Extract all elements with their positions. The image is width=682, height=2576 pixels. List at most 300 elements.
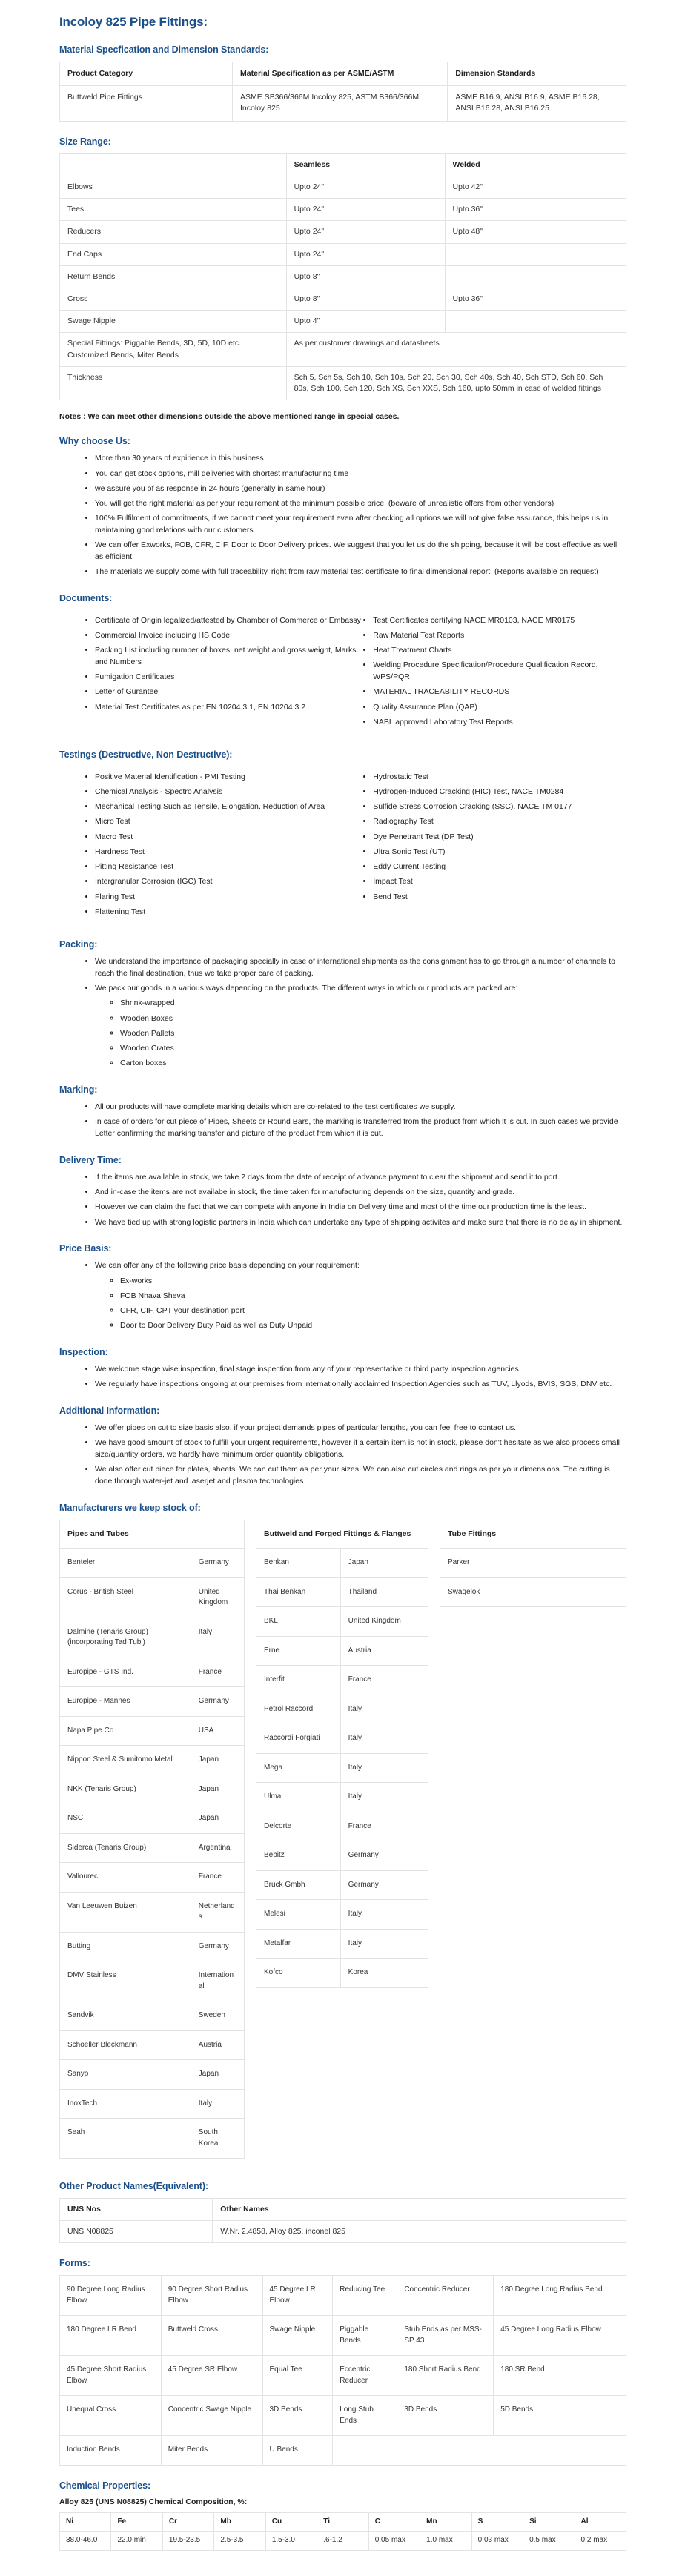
- table-cell: France: [340, 1666, 428, 1695]
- table-cell: 1.5-3.0: [265, 2532, 317, 2551]
- table-cell: [445, 311, 626, 333]
- table-cell: Return Bends: [60, 265, 287, 288]
- list-item: • MATERIAL TRACEABILITY RECORDS: [373, 686, 626, 698]
- table-cell: Bebitz: [256, 1841, 341, 1871]
- packing-list: [59, 956, 626, 995]
- tube-fittings-table: [440, 1520, 626, 1607]
- list-item: • Hydrostatic Test: [373, 772, 626, 784]
- table-cell: Concentric Reducer: [397, 2276, 494, 2316]
- list-item: • However we can claim the fact that we can compete with anyone in India on Delivery time and most of the time our production time is the least.: [95, 1202, 626, 1213]
- table-cell: 45 Degree SR Elbow: [161, 2356, 262, 2396]
- list-item: • Sulfide Stress Corrosion Cracking (SSC), NACE TM 0177: [373, 801, 626, 813]
- table-row: [60, 1863, 245, 1893]
- documents-left-list: [59, 612, 362, 732]
- table-row: [60, 2001, 245, 2031]
- list-item: ◦ Carton boxes: [120, 1058, 626, 1070]
- table-cell: Italy: [340, 1783, 428, 1812]
- table-cell: Italy: [340, 1724, 428, 1754]
- table-cell: Siderca (Tenaris Group): [60, 1833, 191, 1863]
- table-cell: Europipe - Mannes: [60, 1687, 191, 1717]
- table-cell: Japan: [191, 1775, 244, 1804]
- forms-table: [59, 2275, 626, 2466]
- table-row: [256, 1636, 428, 1666]
- table-cell: 3D Bends: [397, 2396, 494, 2436]
- column-header: Mb: [214, 2512, 265, 2532]
- table-row: [60, 1932, 245, 1961]
- testings-left-list: [59, 768, 362, 921]
- table-row: [256, 1812, 428, 1841]
- testings-columns: [59, 766, 626, 924]
- table-row: [440, 1577, 626, 1607]
- table-row: [60, 2060, 245, 2090]
- table-row: [60, 2119, 245, 2159]
- list-item: • Flattening Test: [95, 907, 362, 918]
- table-cell: Tees: [60, 199, 287, 221]
- table-cell: Nippon Steel & Sumitomo Metal: [60, 1746, 191, 1775]
- table-cell: W.Nr. 2.4858, Alloy 825, inconel 825: [213, 2221, 626, 2243]
- table-cell: Van Leeuwen Buizen: [60, 1892, 191, 1932]
- table-cell: International: [191, 1961, 244, 2001]
- list-item: • We also offer cut piece for plates, sheets. We can cut them as per your sizes. We can also cut circles and rings as per your dimensions. The cutting is done through water-jet and laserjet and plasma technologies.: [95, 1464, 626, 1488]
- table-cell: Schoeller Bleckmann: [60, 2030, 191, 2060]
- table-cell: Metalfar: [256, 1929, 341, 1959]
- table-cell: NSC: [60, 1804, 191, 1834]
- section-heading-manufacturers: Manufacturers we keep stock of:: [59, 1502, 201, 1513]
- table-cell: 0.2 max: [575, 2532, 626, 2551]
- list-item: • We can offer any of the following price basis depending on your requirement:: [95, 1260, 626, 1272]
- table-cell: Eccentric Reducer: [333, 2356, 397, 2396]
- document-page: [59, 15, 626, 2551]
- list-item: • Micro Test: [95, 816, 362, 828]
- table-cell: U Bends: [262, 2436, 333, 2466]
- table-cell: Butting: [60, 1932, 191, 1961]
- list-item: ◦ Wooden Boxes: [120, 1013, 626, 1025]
- list-item: • We welcome stage wise inspection, final stage inspection from any of your representative or third party inspection agencies.: [95, 1364, 626, 1376]
- table-cell: Austria: [340, 1636, 428, 1666]
- table-cell: Stub Ends as per MSS-SP 43: [397, 2316, 494, 2356]
- table-row: [60, 2356, 626, 2396]
- table-cell: End Caps: [60, 243, 287, 265]
- table-cell: 180 Degree LR Bend: [60, 2316, 162, 2356]
- table-cell: Long Stub Ends: [333, 2396, 397, 2436]
- table-cell: 38.0-46.0: [60, 2532, 111, 2551]
- table-cell: Netherlands: [191, 1892, 244, 1932]
- table-cell: France: [191, 1863, 244, 1893]
- section-heading-forms: Forms:: [59, 2258, 90, 2269]
- page-title: Incoloy 825 Pipe Fittings:: [59, 15, 208, 29]
- list-item: • Mechanical Testing Such as Tensile, Elongation, Reduction of Area: [95, 801, 362, 813]
- equivalent-names-table: [59, 2198, 626, 2243]
- column-header: Cr: [162, 2512, 213, 2532]
- table-row: [256, 1841, 428, 1871]
- table-cell: Parker: [440, 1549, 626, 1578]
- table-cell: Italy: [340, 1900, 428, 1930]
- table-cell: Sandvik: [60, 2001, 191, 2031]
- table-row: [60, 1618, 245, 1658]
- list-item: • All our products will have complete marking details which are co-related to the test certificates we supply.: [95, 1102, 626, 1113]
- table-cell: Miter Bends: [161, 2436, 262, 2466]
- table-cell: Swage Nipple: [262, 2316, 333, 2356]
- table-cell: 180 Short Radius Bend: [397, 2356, 494, 2396]
- list-item: • Hydrogen-Induced Cracking (HIC) Test, NACE TM0284: [373, 787, 626, 798]
- column-header: [60, 153, 287, 176]
- list-item: • Raw Material Test Reports: [373, 630, 626, 642]
- list-item: • We regularly have inspections ongoing at our premises from internationally acclaimed Inspection Agencies such as TUV, Llyods, BVIS, SGS, DNV etc.: [95, 1379, 626, 1391]
- section-heading-additional-information: Additional Information:: [59, 1405, 160, 1417]
- table-cell: DMV Stainless: [60, 1961, 191, 2001]
- column-header: Product Category: [60, 62, 233, 86]
- list-item: • We have tied up with strong logistic partners in India which can undertake any type of shipping activites and make sure that there is no delay in shipment.: [95, 1217, 626, 1229]
- table-cell: Italy: [191, 2089, 244, 2119]
- table-cell: Benteler: [60, 1549, 191, 1578]
- table-row: [60, 221, 626, 243]
- table-title: Buttweld and Forged Fittings & Flanges: [256, 1520, 428, 1548]
- list-item: • We can offer Exworks, FOB, CFR, CIF, Door to Door Delivery prices. We suggest that you let us do the shipping, because it will be cost effective as well as efficient: [95, 540, 626, 563]
- list-item: ◦ FOB Nhava Sheva: [120, 1291, 626, 1302]
- table-row: [256, 1549, 428, 1578]
- table-row: [256, 1666, 428, 1695]
- table-cell: Swagelok: [440, 1577, 626, 1607]
- list-item: • NABL approved Laboratory Test Reports: [373, 717, 626, 729]
- table-row: [60, 2089, 245, 2119]
- column-header: Ni: [60, 2512, 111, 2532]
- table-cell: 22.0 min: [111, 2532, 162, 2551]
- list-item: ◦ Ex-works: [120, 1276, 626, 1288]
- table-cell: Upto 24": [286, 176, 445, 198]
- table-cell: Buttweld Pipe Fittings: [60, 86, 233, 121]
- table-row: [256, 1959, 428, 1988]
- section-heading-why-choose-us: Why choose Us:: [59, 436, 130, 447]
- table-row: [60, 1746, 245, 1775]
- table-cell: Germany: [191, 1687, 244, 1717]
- table-row: [440, 1549, 626, 1578]
- table-cell: Elbows: [60, 176, 287, 198]
- table-cell: Austria: [191, 2030, 244, 2060]
- table-header-row: [60, 1520, 245, 1548]
- table-row: [60, 199, 626, 221]
- table-row: [60, 1961, 245, 2001]
- table-cell: Upto 24": [286, 221, 445, 243]
- table-cell: Argentina: [191, 1833, 244, 1863]
- section-heading-delivery-time: Delivery Time:: [59, 1154, 122, 1165]
- table-row: [60, 1577, 245, 1618]
- list-item: • And in-case the items are not availabe in stock, the time taken for manufacturing depends on the size, quantity and grade.: [95, 1187, 626, 1199]
- marking-list: [59, 1102, 626, 1140]
- table-row: [60, 366, 626, 400]
- table-cell: Upto 42": [445, 176, 626, 198]
- table-row: [256, 1870, 428, 1900]
- list-item: • Commercial Invoice including HS Code: [95, 630, 362, 642]
- column-header: Welded: [445, 153, 626, 176]
- table-cell: Thai Benkan: [256, 1577, 341, 1607]
- column-header: C: [368, 2512, 420, 2532]
- section-heading-material-spec: Material Specfication and Dimension Standards:: [59, 44, 269, 55]
- list-item: • Packing List including number of boxes, net weight and gross weight, Marks and Numbers: [95, 645, 362, 669]
- price-basis-sub-list: [59, 1276, 626, 1333]
- table-cell: Sanyo: [60, 2060, 191, 2090]
- list-item: • More than 30 years of expirience in this business: [95, 453, 626, 465]
- table-title: Pipes and Tubes: [60, 1520, 245, 1548]
- size-range-table: [59, 153, 626, 401]
- table-cell: Swage Nipple: [60, 311, 287, 333]
- table-cell: [333, 2436, 626, 2466]
- table-cell: 180 SR Bend: [494, 2356, 626, 2396]
- table-cell: 0.5 max: [523, 2532, 575, 2551]
- column-header: Other Names: [213, 2199, 626, 2221]
- list-item: • Letter of Gurantee: [95, 686, 362, 698]
- table-cell: Germany: [191, 1932, 244, 1961]
- table-row: [60, 333, 626, 366]
- list-item: • Intergranular Corrosion (IGC) Test: [95, 876, 362, 888]
- column-header: Cu: [265, 2512, 317, 2532]
- table-cell: Induction Bends: [60, 2436, 162, 2466]
- list-item: • Welding Procedure Specification/Procedure Qualification Record, WPS/PQR: [373, 660, 626, 683]
- size-range-note: Notes : We can meet other dimensions outside the above mentioned range in special cases.: [59, 412, 400, 422]
- column-header: S: [471, 2512, 523, 2532]
- table-cell: Seah: [60, 2119, 191, 2159]
- list-item: • Radiography Test: [373, 816, 626, 828]
- table-cell: USA: [191, 1716, 244, 1746]
- list-item: • Quality Assurance Plan (QAP): [373, 702, 626, 714]
- table-row: [256, 1724, 428, 1754]
- list-item: ◦ Wooden Pallets: [120, 1028, 626, 1040]
- table-cell: Germany: [340, 1870, 428, 1900]
- table-cell: Sweden: [191, 2001, 244, 2031]
- table-cell: Corus - British Steel: [60, 1577, 191, 1618]
- table-row: [60, 176, 626, 198]
- section-heading-size-range: Size Range:: [59, 136, 111, 147]
- table-cell: Cross: [60, 288, 287, 310]
- list-item: • Material Test Certificates as per EN 10204 3.1, EN 10204 3.2: [95, 702, 362, 714]
- delivery-time-list: [59, 1172, 626, 1229]
- table-cell: [445, 243, 626, 265]
- table-cell: 19.5-23.5: [162, 2532, 213, 2551]
- table-cell: Erne: [256, 1636, 341, 1666]
- table-header-row: [440, 1520, 626, 1548]
- list-item: • 100% Fulfilment of commitments, if we cannot meet your requirement even after checking all options we will not give false assurance, this helps us in maintaining good relations with our customers: [95, 513, 626, 537]
- table-header-row: [60, 2199, 626, 2221]
- list-item: • We offer pipes on cut to size basis also, if your project demands pipes of particular lengths, you can feel free to contact us.: [95, 1423, 626, 1434]
- table-cell: United Kingdom: [191, 1577, 244, 1618]
- chemical-subtitle: Alloy 825 (UNS N08825) Chemical Composition, %:: [59, 2497, 248, 2506]
- list-item: • Test Certificates certifying NACE MR0103, NACE MR0175: [373, 615, 626, 627]
- table-row: [256, 1753, 428, 1783]
- column-header: Mn: [420, 2512, 471, 2532]
- list-item: • If the items are available in stock, we take 2 days from the date of receipt of advance payment to clear the shipment and send it to port.: [95, 1172, 626, 1184]
- table-cell: 90 Degree Short Radius Elbow: [161, 2276, 262, 2316]
- table-cell: Petrol Raccord: [256, 1695, 341, 1724]
- inspection-list: [59, 1364, 626, 1391]
- table-cell: BKL: [256, 1607, 341, 1637]
- section-heading-inspection: Inspection:: [59, 1347, 108, 1358]
- why-choose-us-list: [59, 453, 626, 578]
- table-cell: Concentric Swage Nipple: [161, 2396, 262, 2436]
- table-cell: 0.03 max: [471, 2532, 523, 2551]
- table-cell: ASME B16.9, ANSI B16.9, ASME B16.28, ANSI B16.28, ANSI B16.25: [448, 86, 626, 121]
- column-header: Seamless: [286, 153, 445, 176]
- table-cell: Germany: [191, 1549, 244, 1578]
- table-cell: Korea: [340, 1959, 428, 1988]
- list-item: • Heat Treatment Charts: [373, 645, 626, 657]
- table-cell: Vallourec: [60, 1863, 191, 1893]
- table-cell: Upto 48": [445, 221, 626, 243]
- column-header: UNS Nos: [60, 2199, 213, 2221]
- table-cell: Japan: [340, 1549, 428, 1578]
- table-row: [60, 86, 626, 121]
- table-row: [60, 2316, 626, 2356]
- list-item: • Eddy Current Testing: [373, 861, 626, 873]
- material-spec-table: [59, 62, 626, 122]
- table-cell: Kofco: [256, 1959, 341, 1988]
- table-cell: .6-1.2: [317, 2532, 368, 2551]
- table-cell: Napa Pipe Co: [60, 1716, 191, 1746]
- chemical-composition-table: [59, 2512, 626, 2551]
- list-item: ◦ Shrink-wrapped: [120, 998, 626, 1010]
- table-cell: Upto 36": [445, 288, 626, 310]
- table-cell: As per customer drawings and datasheets: [286, 333, 626, 366]
- table-cell: 5D Bends: [494, 2396, 626, 2436]
- section-heading-chemical: Chemical Properties:: [59, 2480, 151, 2491]
- list-item: • Certificate of Origin legalized/attested by Chamber of Commerce or Embassy: [95, 615, 362, 627]
- additional-information-list: [59, 1423, 626, 1488]
- table-cell: [445, 265, 626, 288]
- list-item: • We understand the importance of packaging specially in case of international shipments as the consignment has to go through a number of channels to reach the final destination, thus we take proper care of packing.: [95, 956, 626, 980]
- list-item: • Pitting Resistance Test: [95, 861, 362, 873]
- table-row: [60, 2436, 626, 2466]
- table-cell: Mega: [256, 1753, 341, 1783]
- list-item: • We pack our goods in a various ways depending on the products. The different ways in which our products are packed are:: [95, 983, 626, 995]
- table-row: [256, 1607, 428, 1637]
- list-item: • You will get the right material as per your requirement at the minimum possible price, (beware of unrealistic offers from other vendors): [95, 498, 626, 510]
- table-cell: Bruck Gmbh: [256, 1870, 341, 1900]
- list-item: • Bend Test: [373, 892, 626, 904]
- table-cell: Special Fittings: Piggable Bends, 3D, 5D, 10D etc. Customized Bends, Miter Bends: [60, 333, 287, 366]
- column-header: Fe: [111, 2512, 162, 2532]
- table-row: [256, 1929, 428, 1959]
- documents-right-list: [362, 612, 626, 732]
- table-cell: Thailand: [340, 1577, 428, 1607]
- column-header: Material Specification as per ASME/ASTM: [233, 62, 448, 86]
- table-cell: Ulma: [256, 1783, 341, 1812]
- testings-right-list: [362, 768, 626, 921]
- column-header: Dimension Standards: [448, 62, 626, 86]
- table-cell: 45 Degree Long Radius Elbow: [494, 2316, 626, 2356]
- list-item: ◦ Wooden Crates: [120, 1043, 626, 1055]
- table-cell: Italy: [340, 1929, 428, 1959]
- table-cell: Benkan: [256, 1549, 341, 1578]
- table-row: [60, 2276, 626, 2316]
- table-cell: 45 Degree Short Radius Elbow: [60, 2356, 162, 2396]
- table-row: [60, 1775, 245, 1804]
- table-cell: Sch 5, Sch 5s, Sch 10, Sch 10s, Sch 20, Sch 30, Sch 40s, Sch 40, Sch STD, Sch 60, Sch 80s, Sch 100, Sch 120, Sch XS, Sch XXS, Sch 160, upto 50mm in case of welded fittings: [286, 366, 626, 400]
- table-cell: 90 Degree Long Radius Elbow: [60, 2276, 162, 2316]
- table-row: [60, 2221, 626, 2243]
- section-heading-marking: Marking:: [59, 1085, 98, 1096]
- table-cell: Raccordi Forgiati: [256, 1724, 341, 1754]
- table-cell: Germany: [340, 1841, 428, 1871]
- table-cell: Dalmine (Tenaris Group) (incorporating Tad Tubi): [60, 1618, 191, 1658]
- table-row: [60, 311, 626, 333]
- table-cell: 180 Degree Long Radius Bend: [494, 2276, 626, 2316]
- list-item: ◦ Door to Door Delivery Duty Paid as well as Duty Unpaid: [120, 1320, 626, 1332]
- table-cell: 1.0 max: [420, 2532, 471, 2551]
- table-cell: InoxTech: [60, 2089, 191, 2119]
- table-cell: Japan: [191, 2060, 244, 2090]
- table-header-row: [60, 153, 626, 176]
- table-row: [60, 1716, 245, 1746]
- table-cell: France: [191, 1658, 244, 1687]
- table-cell: Upto 24": [286, 199, 445, 221]
- table-cell: Upto 8": [286, 288, 445, 310]
- section-heading-testings: Testings (Destructive, Non Destructive):: [59, 749, 233, 761]
- list-item: • In case of orders for cut piece of Pipes, Sheets or Round Bars, the marking is transferred from the product from which it is cut. In such cases we provide Letter confirming the marking transfer and picture of the product from which it is cut.: [95, 1116, 626, 1140]
- table-cell: South Korea: [191, 2119, 244, 2159]
- column-header: Ti: [317, 2512, 368, 2532]
- table-cell: Italy: [191, 1618, 244, 1658]
- table-cell: Delcorte: [256, 1812, 341, 1841]
- section-heading-packing: Packing:: [59, 939, 98, 950]
- list-item: • Positive Material Identification - PMI Testing: [95, 772, 362, 784]
- table-cell: 45 Degree LR Elbow: [262, 2276, 333, 2316]
- price-basis-list: [59, 1260, 626, 1272]
- list-item: • Impact Test: [373, 876, 626, 888]
- table-cell: 3D Bends: [262, 2396, 333, 2436]
- section-heading-other-names: Other Product Names(Equivalent):: [59, 2181, 208, 2191]
- table-row: [60, 2532, 626, 2551]
- list-item: • The materials we supply come with full traceability, right from raw material test certificate to final dimensional report. (Reports available on request): [95, 566, 626, 578]
- table-cell: Reducing Tee: [333, 2276, 397, 2316]
- table-row: [256, 1577, 428, 1607]
- documents-columns: [59, 610, 626, 735]
- section-heading-price-basis: Price Basis:: [59, 1243, 112, 1254]
- list-item: • Ultra Sonic Test (UT): [373, 847, 626, 858]
- manufacturers-tables: [59, 1520, 626, 2159]
- table-row: [256, 1783, 428, 1812]
- table-header-row: [60, 2512, 626, 2532]
- column-header: Si: [523, 2512, 575, 2532]
- table-cell: Buttweld Cross: [161, 2316, 262, 2356]
- table-cell: Reducers: [60, 221, 287, 243]
- table-cell: Upto 36": [445, 199, 626, 221]
- table-cell: Interfit: [256, 1666, 341, 1695]
- packing-sub-list: [59, 998, 626, 1070]
- list-item: • Dye Penetrant Test (DP Test): [373, 832, 626, 844]
- table-cell: Italy: [340, 1753, 428, 1783]
- table-cell: Upto 4": [286, 311, 445, 333]
- table-row: [60, 243, 626, 265]
- table-header-row: [256, 1520, 428, 1548]
- table-header-row: [60, 62, 626, 86]
- table-cell: Italy: [340, 1695, 428, 1724]
- table-cell: NKK (Tenaris Group): [60, 1775, 191, 1804]
- table-row: [60, 1687, 245, 1717]
- table-row: [60, 2030, 245, 2060]
- table-cell: 0.05 max: [368, 2532, 420, 2551]
- table-cell: 2.5-3.5: [214, 2532, 265, 2551]
- table-row: [60, 288, 626, 310]
- buttweld-forged-table: [256, 1520, 428, 1988]
- table-row: [60, 1658, 245, 1687]
- table-row: [60, 1892, 245, 1932]
- table-row: [60, 2396, 626, 2436]
- table-row: [60, 1804, 245, 1834]
- table-row: [256, 1900, 428, 1930]
- table-row: [256, 1695, 428, 1724]
- section-heading-documents: Documents:: [59, 593, 113, 604]
- list-item: • we assure you of as response in 24 hours (generally in same hour): [95, 483, 626, 495]
- table-title: Tube Fittings: [440, 1520, 626, 1548]
- list-item: ◦ CFR, CIF, CPT your destination port: [120, 1305, 626, 1317]
